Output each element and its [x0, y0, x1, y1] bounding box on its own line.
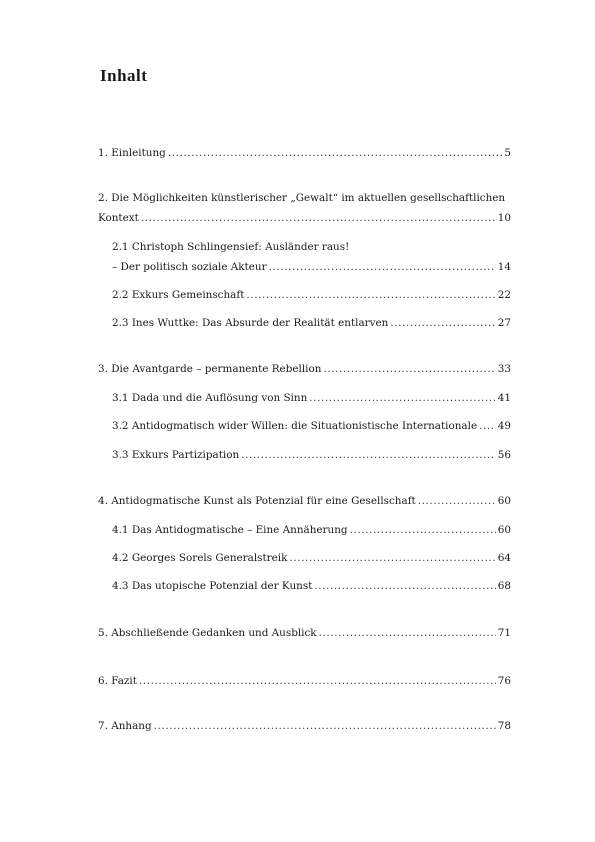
toc-leader-dots: [479, 420, 496, 433]
toc-leader-dots: [323, 363, 495, 376]
toc-entry-4-1[interactable]: [112, 524, 511, 537]
toc-page-number: 56: [497, 449, 511, 461]
toc-page-number: 33: [497, 363, 511, 375]
toc-entry-4[interactable]: [98, 495, 511, 508]
toc-entry-2-1[interactable]: [112, 261, 511, 274]
toc-page-number: 60: [497, 524, 511, 536]
toc-entry-label: 3.3 Exkurs Partizipation: [112, 449, 240, 461]
toc-entry-2[interactable]: [98, 212, 511, 225]
toc-entry-label: 7. Anhang: [98, 720, 152, 732]
toc-entry-label: 4.3 Das utopische Potenzial der Kunst: [112, 580, 313, 592]
toc-page-number: 22: [497, 289, 511, 301]
toc-entry-label: 3.1 Dada und die Auflösung von Sinn: [112, 392, 308, 404]
toc-leader-dots: [319, 627, 496, 640]
toc-page-number: 68: [497, 580, 511, 592]
toc-leader-dots: [314, 580, 495, 593]
toc-entry-label: 2.3 Ines Wuttke: Das Absurde der Realität entlarven: [112, 317, 389, 329]
toc-entry-2-line1: 2. Die Möglichkeiten künstlerischer „Gewalt“ im aktuellen gesellschaftlichen: [98, 192, 506, 204]
toc-leader-dots: [350, 524, 496, 537]
toc-entry-label: 3. Die Avantgarde – permanente Rebellion: [98, 363, 322, 375]
toc-entry-3-2[interactable]: [112, 420, 511, 433]
toc-leader-dots: [269, 261, 496, 274]
toc-page-number: 64: [497, 552, 511, 564]
toc-leader-dots: [241, 449, 496, 462]
toc-page-number: 5: [504, 147, 511, 159]
toc-leader-dots: [154, 720, 496, 733]
toc-page-number: 14: [497, 261, 511, 273]
toc-entry-label: 5. Abschließende Gedanken und Ausblick: [98, 627, 317, 639]
toc-entry-2-1-line1: 2.1 Christoph Schlingensief: Ausländer raus!: [112, 241, 350, 253]
toc-entry-3-3[interactable]: [112, 449, 511, 462]
toc-entry-label: 3.2 Antidogmatisch wider Willen: die Situationistische Internationale: [112, 420, 478, 432]
toc-entry-6[interactable]: [98, 675, 511, 688]
toc-entry-label: 6. Fazit: [98, 675, 137, 687]
toc-leader-dots: [139, 675, 496, 688]
toc-page-number: 41: [497, 392, 511, 404]
toc-page-number: 71: [497, 627, 511, 639]
toc-leader-dots: [168, 147, 503, 160]
toc-entry-7[interactable]: [98, 720, 511, 733]
toc-leader-dots: [141, 212, 496, 225]
toc-entry-1[interactable]: [98, 147, 511, 160]
toc-page-number: 78: [497, 720, 511, 732]
toc-leader-dots: [246, 289, 495, 302]
toc-entry-label: 1. Einleitung: [98, 147, 166, 159]
toc-entry-label: Kontext: [98, 212, 139, 224]
toc-page-number: 60: [497, 495, 511, 507]
page-title: Inhalt: [100, 66, 148, 85]
toc-leader-dots: [390, 317, 495, 330]
toc-page-number: 27: [497, 317, 511, 329]
toc-entry-2-3[interactable]: [112, 317, 511, 330]
toc-leader-dots: [289, 552, 495, 565]
toc-entry-label: 2.2 Exkurs Gemeinschaft: [112, 289, 245, 301]
toc-entry-label: – Der politisch soziale Akteur: [112, 261, 267, 273]
toc-entry-label: 4. Antidogmatische Kunst als Potenzial für eine Gesellschaft: [98, 495, 416, 507]
toc-entry-label: 4.2 Georges Sorels Generalstreik: [112, 552, 288, 564]
toc-page-number: 10: [497, 212, 511, 224]
toc-entry-4-2[interactable]: [112, 552, 511, 565]
toc-entry-3[interactable]: [98, 363, 511, 376]
toc-leader-dots: [309, 392, 495, 405]
toc-entry-2-2[interactable]: [112, 289, 511, 302]
toc-entry-label: 4.1 Das Antidogmatische – Eine Annäherung: [112, 524, 348, 536]
toc-entry-4-3[interactable]: [112, 580, 511, 593]
toc-entry-3-1[interactable]: [112, 392, 511, 405]
toc-entry-5[interactable]: [98, 627, 511, 640]
toc-page-number: 76: [497, 675, 511, 687]
toc-page-number: 49: [497, 420, 511, 432]
toc-leader-dots: [418, 495, 496, 508]
